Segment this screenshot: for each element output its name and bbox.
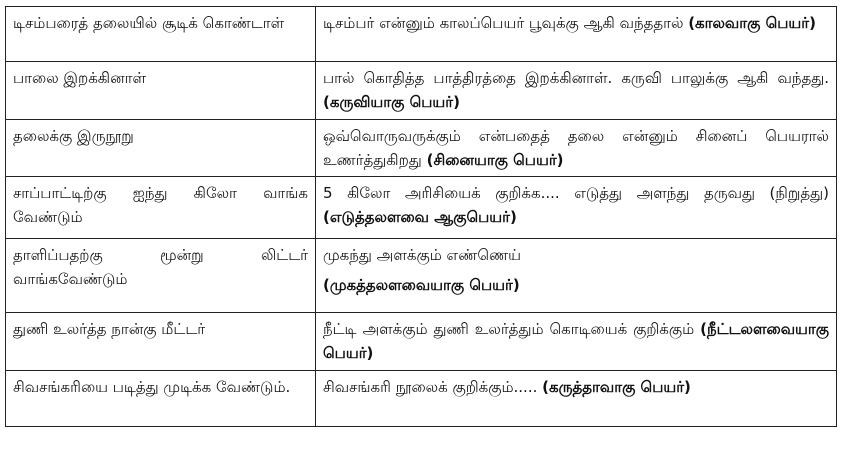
type-label: (முகத்தலளவையாகு பெயர்) [323, 276, 520, 294]
type-label: (நீட்டலளவையாகு பெயர்) [323, 320, 829, 362]
example-cell: தலைக்கு இருநூறு [6, 120, 316, 177]
table-row [6, 371, 837, 427]
example-cell: சிவசங்கரியை படித்து முடிக்க வேண்டும். [6, 371, 316, 427]
explanation-text: முகந்து அளக்கும் எண்ணெய் [323, 246, 521, 264]
example-cell: சாப்பாட்டிற்கு ஐந்து கிலோ வாங்க வேண்டும் [6, 177, 316, 239]
explanation-cell [316, 239, 837, 313]
explanation-text: டிசம்பர் என்னும் காலப்பெயர் பூவுக்கு ஆகி வந்ததால் [323, 14, 684, 32]
explanation-cell [316, 177, 837, 239]
explanation-cell [316, 371, 837, 427]
table-row [6, 120, 837, 177]
aagupeyar-examples-table [5, 6, 837, 427]
explanation-text: சிவசங்கரி நூலைக் குறிக்கும்..... [323, 378, 538, 396]
type-label: (எடுத்தலளவை ஆகுபெயர்) [323, 208, 517, 226]
explanation-text: பால் கொதித்த பாத்திரத்தை இறக்கினாள். கருவி பாலுக்கு ஆகி வந்தது. [323, 69, 829, 87]
explanation-text: ஒவ்வொருவருக்கும் என்பதைத் தலை என்னும் சினைப் பெயரால் உணர்த்துகிறது [323, 127, 829, 169]
explanation-text: நீட்டி அளக்கும் துணி உலர்த்தும் கொடியைக் குறிக்கும் [323, 320, 695, 338]
type-label: (கருவியாகு பெயர்) [323, 93, 460, 111]
type-label: (காலவாகு பெயர்) [688, 14, 816, 32]
type-label: (கருத்தாவாகு பெயர்) [542, 378, 691, 396]
table-row [6, 313, 837, 371]
explanation-cell [316, 62, 837, 120]
type-label: (சினையாகு பெயர்) [426, 151, 564, 169]
explanation-text: 5 கிலோ அரிசியைக் குறிக்க.... எடுத்து அளந்து தருவது (நிறுத்து) [323, 184, 829, 202]
table-row [6, 7, 837, 62]
explanation-cell [316, 120, 837, 177]
explanation-cell [316, 313, 837, 371]
explanation-cell [316, 7, 837, 62]
example-cell: துணி உலர்த்த நான்கு மீட்டர் [6, 313, 316, 371]
example-cell: டிசம்பரைத் தலையில் சூடிக் கொண்டாள் [6, 7, 316, 62]
table-row [6, 239, 837, 313]
table-row [6, 62, 837, 120]
table-row [6, 177, 837, 239]
example-cell: தாளிப்பதற்கு மூன்று லிட்டர் வாங்கவேண்டும் [6, 239, 316, 313]
example-cell: பாலை இறக்கினாள் [6, 62, 316, 120]
